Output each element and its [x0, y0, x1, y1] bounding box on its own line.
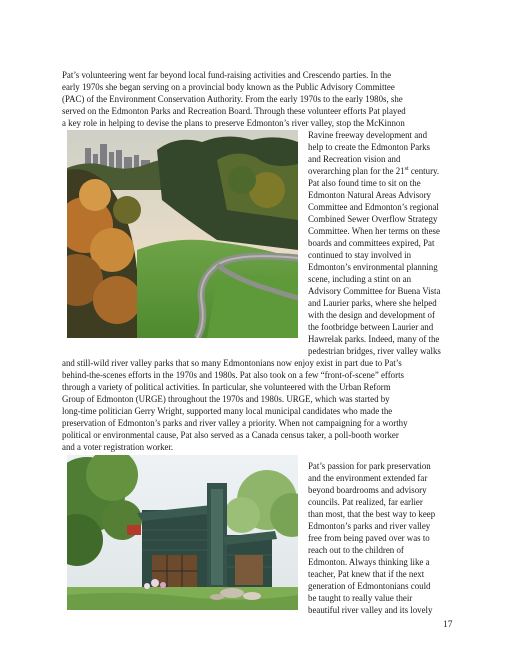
text-line: served on the Edmonton Parks and Recreation Board. Through these volunteer efforts Pat played: [62, 106, 406, 116]
text-line: pedestrian bridges, river valley walks: [308, 346, 441, 356]
text-fragment: century.: [408, 166, 440, 176]
text-line: Combined Sewer Overflow Strategy: [308, 214, 438, 224]
text-line: help to create the Edmonton Parks: [308, 142, 430, 152]
text-line: Edmonton. Always thinking like a: [308, 557, 430, 567]
text-line: teacher, Pat knew that if the next: [308, 569, 425, 579]
text-line: and Laurier parks, where she helped: [308, 298, 437, 308]
text-line: Hawrelak parks. Indeed, many of the: [308, 334, 440, 344]
building-photo: [67, 455, 298, 610]
text-line: Group of Edmonton (URGE) throughout the 1970s and 1980s. URGE, which was started by: [62, 394, 390, 404]
text-line: with the design and development of: [308, 310, 435, 320]
text-line: be taught to really value their: [308, 593, 413, 603]
text-line: beautiful river valley and its lovely: [308, 605, 433, 615]
text-line: boards and committees expired, Pat: [308, 238, 435, 248]
text-line: Committee and Edmonton’s regional: [308, 202, 439, 212]
text-line: the footbridge between Laurier and: [308, 322, 434, 332]
text-line: and Recreation vision and: [308, 154, 401, 164]
text-line: a key role in helping to devise the plans to preserve Edmonton’s river valley, stop the McKinnon: [62, 118, 405, 128]
text-line: than most, that the best way to keep: [308, 509, 436, 519]
text-line: beyond boardrooms and advisory: [308, 485, 427, 495]
text-line: Edmonton’s parks and river valley: [308, 521, 431, 531]
text-line: Edmonton Natural Areas Advisory: [308, 190, 431, 200]
text-line: through a variety of political activities. In particular, she volunteered with the Urban Reform: [62, 382, 391, 392]
text-line: and still-wild river valley parks that so many Edmontonians now enjoy exist in part due to Pat’s: [62, 358, 402, 368]
text-line: councils. Pat realized, far earlier: [308, 497, 423, 507]
text-line: generation of Edmontonians could: [308, 581, 431, 591]
text-line: behind-the-scenes efforts in the 1970s and 1980s. Pat also took on a few “front-of-scene” efforts: [62, 370, 404, 380]
text-line: scene, including a stint on an: [308, 274, 412, 284]
text-line: continued to stay involved in: [308, 250, 412, 260]
text-line: Advisory Committee for Buena Vista: [308, 286, 441, 296]
building-illustration: [67, 455, 298, 610]
text-line: reach out to the children of: [308, 545, 404, 555]
text-line: (PAC) of the Environment Conservation Authority. From the early 1970s to the early 1980s, she: [62, 94, 403, 104]
text-line: preservation of Edmonton’s parks and river valley a priority. When not campaigning for a worthy: [62, 418, 408, 428]
text-line: Pat also found time to sit on the: [308, 178, 421, 188]
text-line: early 1970s she began serving on a provincial body known as the Public Advisory Committee: [62, 82, 395, 92]
text-line: and a voter registration worker.: [62, 442, 174, 452]
text-line: and the environment extended far: [308, 473, 428, 483]
text-line: Pat’s volunteering went far beyond local fund-raising activities and Crescendo parties. In the: [62, 70, 392, 80]
text-line: Pat’s passion for park preservation: [308, 461, 431, 471]
text-line: political or environmental cause, Pat also served as a Canada census taker, a poll-booth worker: [62, 430, 399, 440]
text-line: Ravine freeway development and: [308, 130, 428, 140]
text-line: Committee. When her terms on these: [308, 226, 440, 236]
text-line-century: [308, 166, 439, 176]
text-fragment: overarching plan for the 21: [308, 166, 405, 176]
river-valley-photo: [67, 130, 298, 338]
superscript-st: st: [404, 166, 409, 173]
text-line: free from being paved over was to: [308, 533, 430, 543]
river-valley-illustration: [67, 130, 298, 338]
page-number: 17: [443, 620, 453, 630]
text-line: long-time politician Gerry Wright, supported many local municipal candidates who made the: [62, 406, 393, 416]
text-line: Edmonton’s environmental planning: [308, 262, 438, 272]
